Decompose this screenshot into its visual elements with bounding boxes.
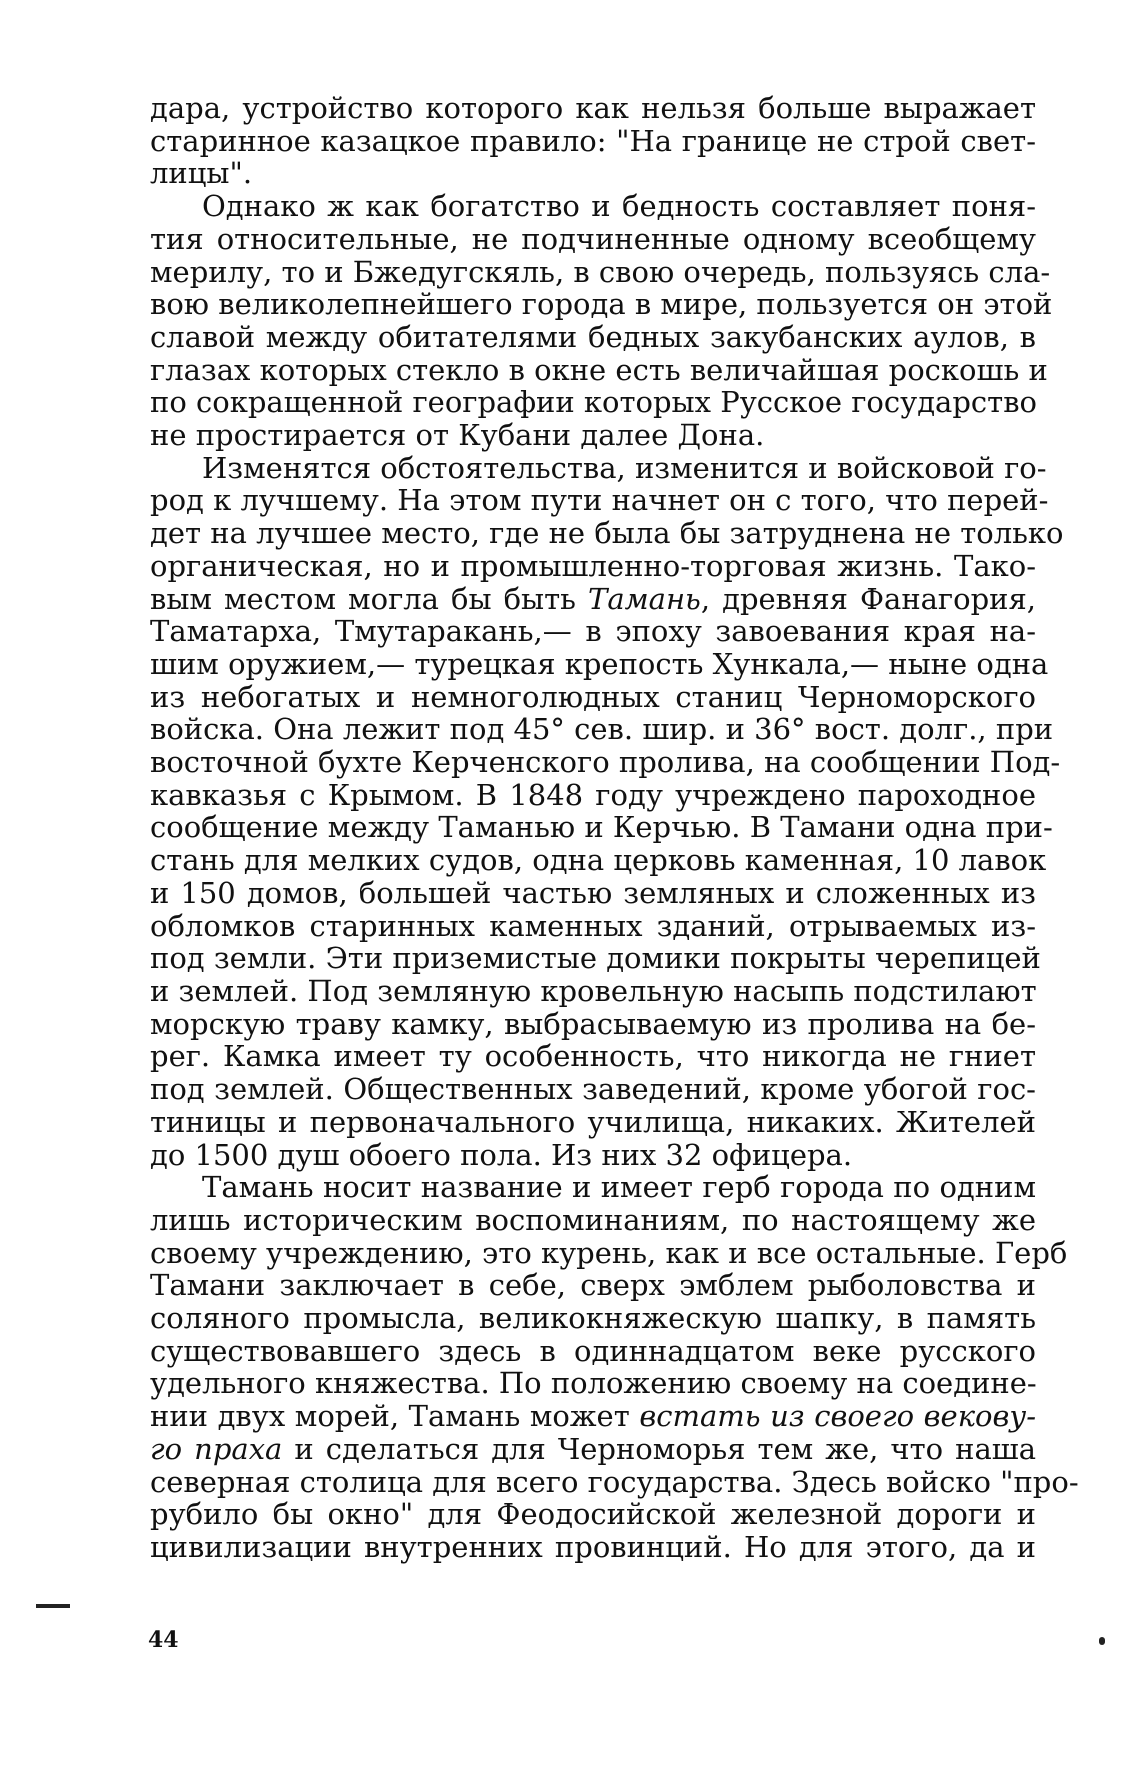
text-line: лишь историческим воспоминаниям, по настоящему же [150, 1202, 1036, 1237]
text-line: морскую траву камку, выбрасываемую из пролива на бе- [150, 1006, 1036, 1041]
text-line: вою великолепнейшего города в мире, пользуется он этой [150, 287, 1053, 322]
italic-phrase: встать из своего векову- [639, 1399, 1036, 1434]
text-line: дара, устройство которого как нельзя больше выражает [150, 91, 1036, 125]
text-line: кавказья с Крымом. В 1848 году учреждено пароходное [150, 777, 1036, 812]
text-line: соляного промысла, великокняжескую шапку, в память [150, 1301, 1036, 1336]
text-line: под землей. Общественных заведений, кроме убогой гос- [150, 1072, 1036, 1107]
text-line: дет на лучшее место, где не была бы затруднена не только [150, 516, 1064, 551]
text-line: и землей. Под земляную кровельную насыпь подстилают [150, 973, 1037, 1008]
text-line: цивилизации внутренних провинций. Но для этого, да и [150, 1529, 1036, 1564]
text-line: тия относительные, не подчиненные одному всеобщему [150, 221, 1036, 256]
text-line: из небогатых и немноголюдных станиц Черноморского [150, 679, 1036, 714]
text-line: своему учреждению, это курень, как и все остальные. Герб [150, 1235, 1068, 1270]
text-line: шим оружием,— турецкая крепость Хункала,— ныне одна [150, 646, 1049, 681]
text-line: северная столица для всего государства. Здесь войско "про- [150, 1464, 1079, 1499]
text-line: органическая, но и промышленно-торговая жизнь. Тако- [150, 548, 1036, 583]
text-segment: , древняя Фанагория, [700, 581, 1036, 616]
italic-phrase: го праха [150, 1431, 283, 1466]
text-line: удельного княжества. По положению своему на соедине- [150, 1366, 1037, 1401]
text-line: рубило бы окно" для Феодосийской железной дороги и [150, 1497, 1036, 1532]
text-line: славой между обитателями бедных закубанских аулов, в [150, 319, 1036, 354]
text-line: и 150 домов, большей частью земляных и сложенных из [150, 875, 1036, 910]
text-line: войска. Она лежит под 45° сев. шир. и 36° вост. долг., при [150, 712, 1054, 747]
paragraph-start-line: Изменятся обстоятельства, изменится и войсковой го- [202, 450, 1047, 485]
paragraph-start-line: Однако ж как богатство и бедность составляет поня- [202, 189, 1036, 224]
margin-dash-mark [36, 1604, 70, 1608]
text-line: Тамани заключает в себе, сверх эмблем рыболовства и [150, 1268, 1036, 1303]
text-line: рег. Камка имеет ту особенность, что никогда не гниет [150, 1039, 1036, 1074]
paragraph-start-line: Тамань носит название и имеет герб города по одним [202, 1170, 1036, 1205]
text-line: сообщение между Таманью и Керчью. В Тамани одна при- [150, 810, 1053, 845]
text-line: восточной бухте Керченского пролива, на сообщении Под- [150, 745, 1061, 780]
text-line: до 1500 душ обоего пола. Из них 32 офицера. [150, 1137, 853, 1172]
italic-term-taman: Тамань [587, 581, 701, 616]
text-segment: и сделаться для Черноморья тем же, что наша [282, 1431, 1037, 1466]
text-line: под земли. Эти приземистые домики покрыты черепицей [150, 941, 1041, 976]
text-line: тиницы и первоначального училища, никаких. Жителей [150, 1104, 1036, 1139]
text-line: существовавшего здесь в одиннадцатом веке русского [150, 1333, 1036, 1368]
margin-ink-dot [1099, 1637, 1105, 1645]
text-line: не простирается от Кубани далее Дона. [150, 418, 765, 453]
text-line: старинное казацкое правило: "На границе не строй свет- [150, 123, 1036, 158]
text-line-with-italic [150, 583, 1036, 616]
text-segment: вым местом могла бы быть [150, 581, 588, 616]
text-line: стань для мелких судов, одна церковь каменная, 10 лавок [150, 843, 1047, 878]
text-line: Таматарха, Тмутаракань,— в эпоху завоевания края на- [150, 614, 1036, 649]
text-line: обломков старинных каменных зданий, отрываемых из- [150, 908, 1036, 943]
text-line: род к лучшему. На этом пути начнет он с того, что перей- [150, 483, 1049, 518]
page-number: 44 [148, 1627, 179, 1653]
text-line-with-italic [150, 1433, 1036, 1466]
text-line: глазах которых стекло в окне есть величайшая роскошь и [150, 352, 1048, 387]
body-text [150, 91, 1079, 1564]
text-line: по сокращенной географии которых Русское государство [150, 385, 1037, 420]
text-line: мерилу, то и Бжедугскяль, в свою очередь, пользуясь сла- [150, 254, 1051, 289]
text-segment: нии двух морей, Тамань может [150, 1399, 640, 1434]
text-line-with-italic [150, 1400, 1036, 1433]
text-line: лицы". [150, 156, 253, 191]
